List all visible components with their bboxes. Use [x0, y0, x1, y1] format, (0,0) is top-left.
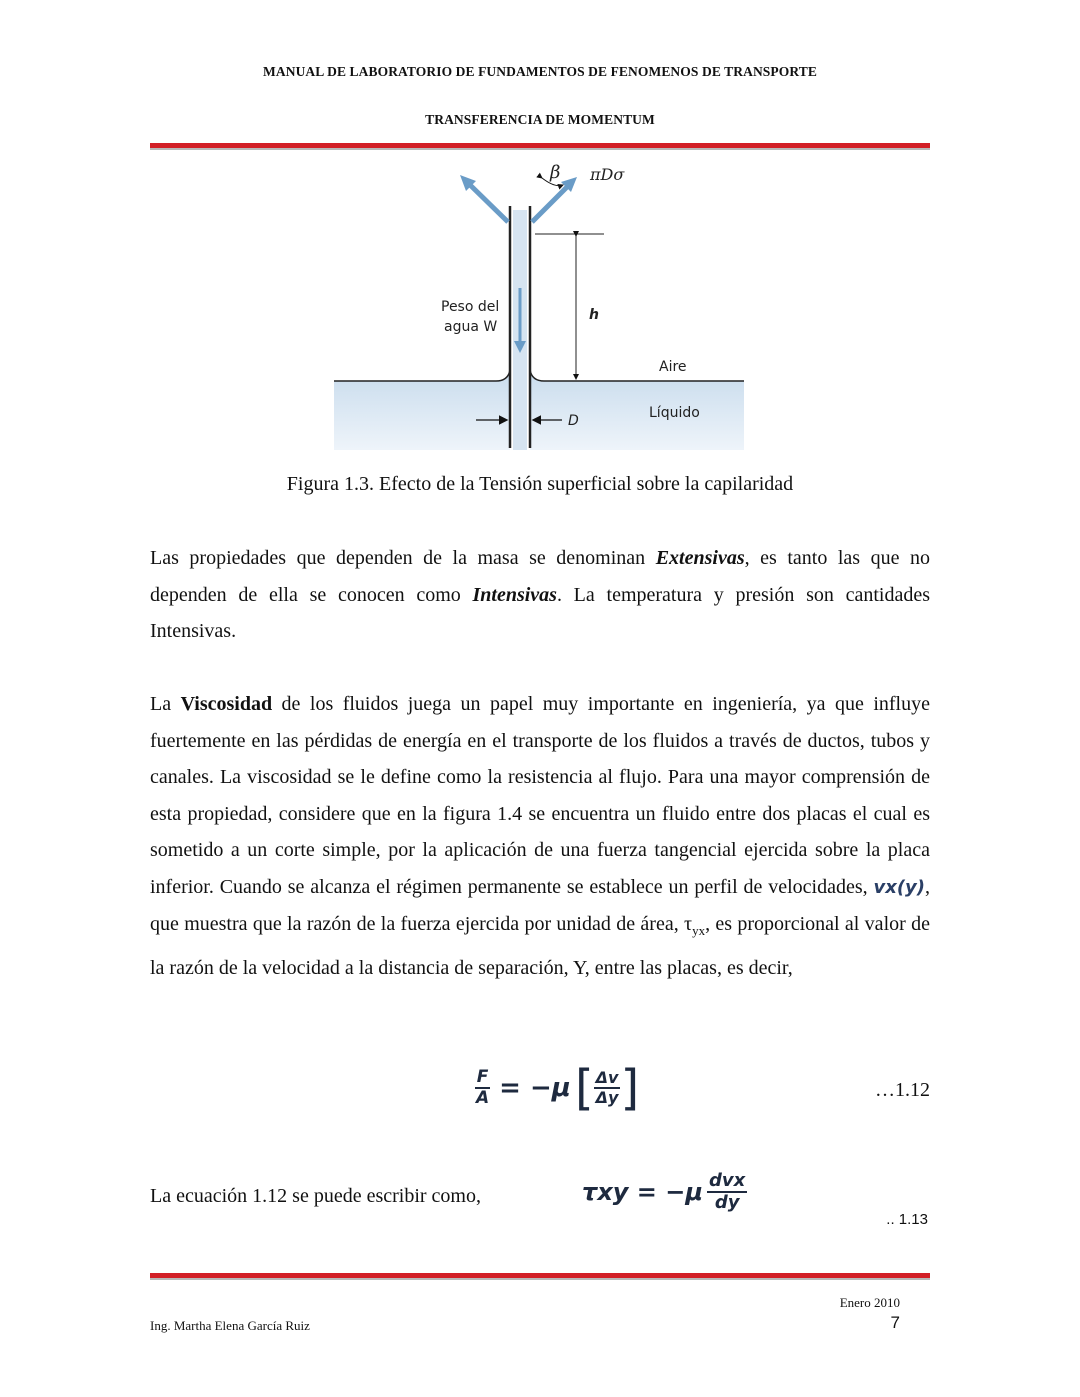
header-divider — [150, 143, 930, 148]
paragraph-text: La — [150, 693, 181, 715]
paragraph-text: , es proporcional al valor de la razón de la velocidad a la distancia de separación, Y, entre las placas, es decir, — [150, 913, 930, 979]
paragraph-text: , es tanto las que no dependen de ella se conocen como — [150, 547, 930, 606]
left-bracket: [ — [574, 1060, 594, 1116]
page-number: 7 — [890, 1313, 900, 1332]
paragraph-text: , que muestra que la razón de la fuerza ejercida por unidad de área, — [150, 875, 930, 935]
fraction-denominator: dy — [714, 1192, 740, 1213]
equation-lead-text: La ecuación 1.12 se puede escribir como, — [150, 1185, 481, 1207]
equation-1-13 — [582, 1172, 747, 1212]
weight-label-line1: Peso del — [441, 299, 500, 315]
equation-number-1-13: .. 1.13 — [886, 1211, 928, 1228]
liquid-region-left — [334, 370, 510, 450]
footer-author: Ing. Martha Elena García Ruiz — [150, 1318, 310, 1333]
equation-number-1-12: …1.12 — [875, 1079, 930, 1101]
equation-1-12 — [474, 1060, 640, 1116]
height-label: h — [589, 307, 599, 323]
derivative-fraction — [707, 1172, 747, 1212]
weight-label-line2: agua W — [444, 319, 498, 335]
velocity-profile-expression: vx(y) — [873, 876, 925, 898]
surface-line-left — [334, 370, 510, 381]
term-extensive: Extensivas — [655, 547, 745, 569]
equation-rhs: = −μ — [499, 1073, 571, 1103]
term-viscosity: Viscosidad — [180, 693, 273, 715]
fraction-numerator: F — [476, 1067, 489, 1087]
paragraph-properties — [150, 540, 930, 650]
paragraph-text: . La temperatura y presión son cantidades Intensivas. — [150, 583, 930, 642]
paragraph-text: de los fluidos juega un papel muy importante en ingeniería, ya que influye fuertemente en las pérdidas de energía en el transporte de los fluidos a través de ductos, tubos y canales. La viscosidad se le define como la resistencia al flujo. Para una mayor comprensión de esta propiedad, considere que en la figura 1.4 se encuentra un fluido entre dos placas el cual es sometido a un corte simple, por la aplicación de una fuerza tangencial ejercida sobre la placa inferior. Cuando se alcanza el régimen permanente se establece un perfil de velocidades, — [150, 693, 930, 898]
liquid-label: Líquido — [649, 405, 700, 421]
force-area-fraction — [474, 1069, 491, 1107]
figure-caption: Figura 1.3. Efecto de la Tensión superficial sobre la capilaridad — [286, 473, 794, 495]
document-header-title: MANUAL DE LABORATORIO DE FUNDAMENTOS DE FENOMENOS DE TRANSPORTE — [263, 64, 817, 79]
paragraph-text: Las propiedades que dependen de la masa se denominan — [150, 547, 656, 569]
tau-subscript: yx — [692, 923, 706, 938]
fraction-numerator: dvx — [709, 1170, 746, 1191]
tau-symbol: τ — [684, 913, 693, 935]
term-intensive: Intensivas — [472, 583, 557, 606]
right-bracket: ] — [620, 1060, 640, 1116]
fraction-denominator: A — [476, 1088, 490, 1108]
footer-date: Enero 2010 — [839, 1295, 900, 1310]
paragraph-viscosity — [150, 686, 930, 986]
air-label: Aire — [659, 359, 687, 375]
footer-divider — [150, 1273, 930, 1278]
beta-label: β — [550, 162, 561, 183]
diameter-label: D — [568, 413, 579, 429]
liquid-region-right — [530, 370, 744, 450]
surface-force-label: πDσ — [590, 165, 625, 184]
tension-arrow-left — [466, 181, 508, 222]
tension-arrow-right — [532, 184, 570, 222]
fraction-numerator: Δv — [595, 1068, 619, 1087]
surface-line-right — [530, 370, 744, 381]
capillarity-figure — [330, 160, 750, 460]
fraction-denominator: Δy — [595, 1088, 619, 1107]
document-header-subtitle: TRANSFERENCIA DE MOMENTUM — [425, 112, 655, 127]
delta-fraction — [594, 1070, 621, 1106]
equation-lhs: τxy = −μ — [582, 1178, 704, 1206]
